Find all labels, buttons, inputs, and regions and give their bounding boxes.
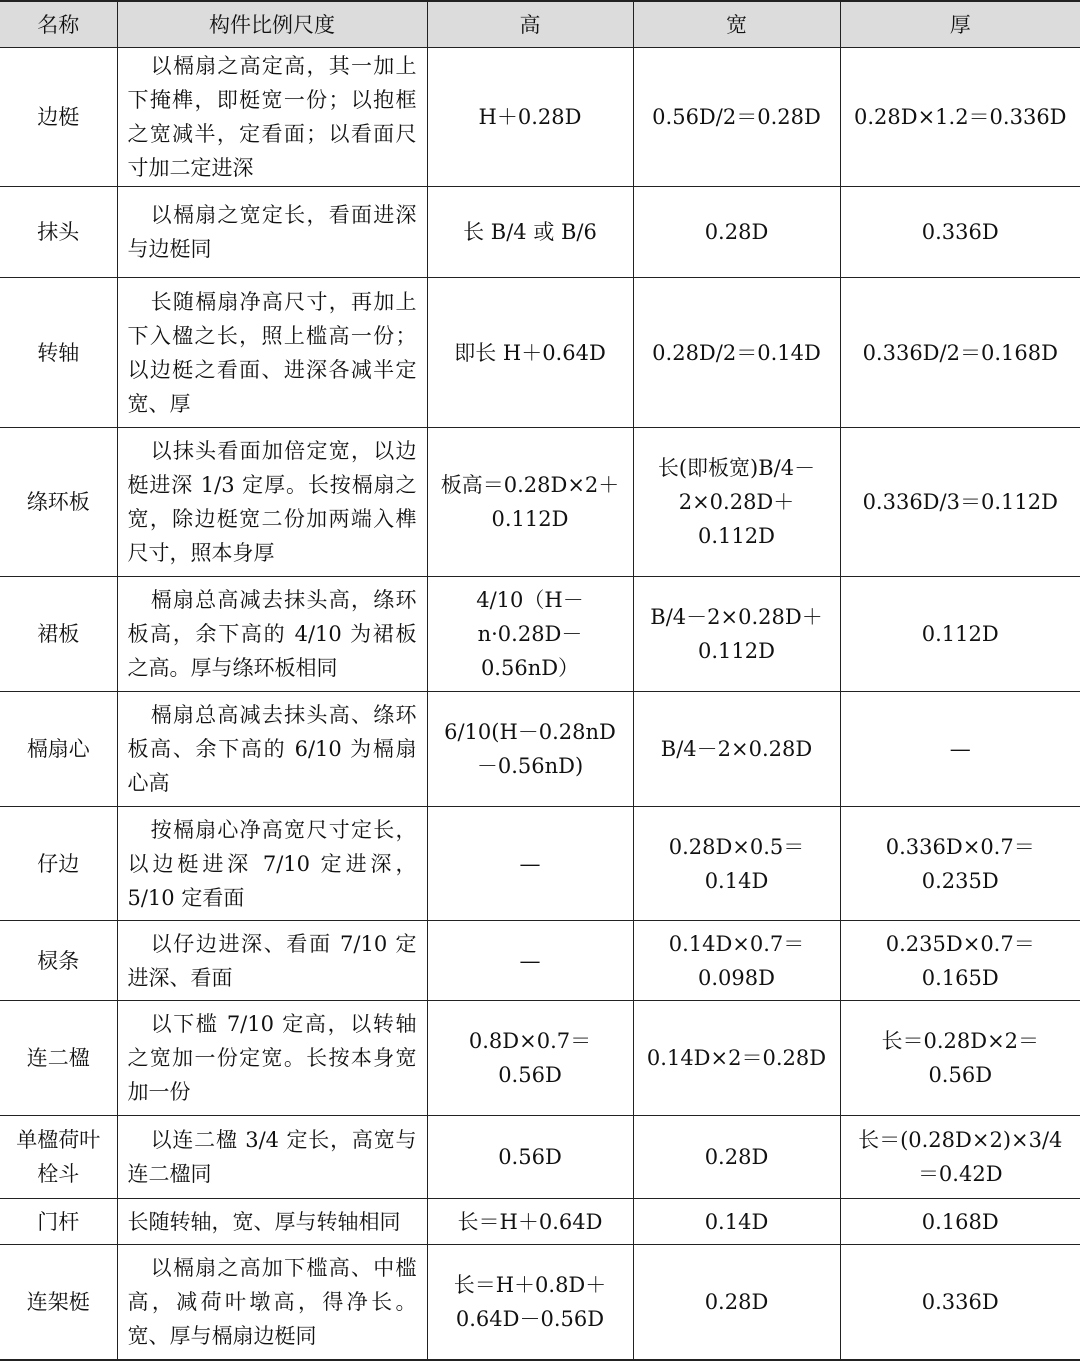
cell-thickness: 0.336D×0.7＝0.235D: [840, 807, 1080, 921]
cell-height: —: [427, 807, 633, 921]
cell-name: 仔边: [0, 807, 117, 921]
cell-thickness: 0.168D: [840, 1199, 1080, 1245]
cell-rule: 槅扇总高减去抹头高，绦环板高，余下高的 4/10 为裙板之高。厚与绦环板相同: [117, 577, 427, 692]
cell-height: H＋0.28D: [427, 48, 633, 187]
table-row: [0, 807, 1080, 921]
cell-rule: 按槅扇心净高宽尺寸定长，以边梃进深 7/10 定进深，5/10 定看面: [117, 807, 427, 921]
cell-height: 长＝H＋0.8D＋0.64D－0.56D: [427, 1245, 633, 1360]
header-row: [0, 1, 1080, 48]
cell-height: 0.56D: [427, 1116, 633, 1199]
cell-rule: 长随槅扇净高尺寸，再加上下入楹之长，照上槛高一份；以边梃之看面、进深各减半定宽、厚: [117, 278, 427, 428]
cell-height: —: [427, 921, 633, 1001]
cell-width: 0.28D/2＝0.14D: [633, 278, 840, 428]
table-row: [0, 577, 1080, 692]
table-row: [0, 1199, 1080, 1245]
cell-rule: 槅扇总高减去抹头高、绦环板高、余下高的 6/10 为槅扇心高: [117, 692, 427, 807]
cell-name: 连二楹: [0, 1001, 117, 1116]
cell-width: 0.28D: [633, 187, 840, 278]
table-row: [0, 428, 1080, 577]
cell-width: 0.56D/2＝0.28D: [633, 48, 840, 187]
cell-name: 棂条: [0, 921, 117, 1001]
header-height: 高: [427, 1, 633, 48]
header-name: 名称: [0, 1, 117, 48]
cell-rule: 以仔边进深、看面 7/10 定进深、看面: [117, 921, 427, 1001]
cell-height: 长 B/4 或 B/6: [427, 187, 633, 278]
table-row: [0, 692, 1080, 807]
cell-thickness: 0.336D/2＝0.168D: [840, 278, 1080, 428]
cell-rule: 以槅扇之高定高，其一加上下掩榫，即梃宽一份；以抱框之宽减半，定看面；以看面尺寸加二定进深: [117, 48, 427, 187]
cell-height: 板高＝0.28D×2＋0.112D: [427, 428, 633, 577]
cell-height: 6/10(H－0.28nD－0.56nD): [427, 692, 633, 807]
cell-name: 槅扇心: [0, 692, 117, 807]
cell-width: B/4－2×0.28D: [633, 692, 840, 807]
cell-thickness: 长＝(0.28D×2)×3/4＝0.42D: [840, 1116, 1080, 1199]
cell-height: 长＝H＋0.64D: [427, 1199, 633, 1245]
cell-rule: 以槅扇之高加下槛高、中槛高，减荷叶墩高，得净长。宽、厚与槅扇边梃同: [117, 1245, 427, 1360]
cell-name: 门杆: [0, 1199, 117, 1245]
cell-thickness: 0.28D×1.2＝0.336D: [840, 48, 1080, 187]
table-row: [0, 187, 1080, 278]
cell-width: 0.14D×2＝0.28D: [633, 1001, 840, 1116]
cell-name: 抹头: [0, 187, 117, 278]
cell-width: 0.28D: [633, 1245, 840, 1360]
cell-width: B/4－2×0.28D＋0.112D: [633, 577, 840, 692]
cell-thickness: 长＝0.28D×2＝0.56D: [840, 1001, 1080, 1116]
table-row: [0, 1116, 1080, 1199]
cell-thickness: 0.336D: [840, 187, 1080, 278]
table-row: [0, 1245, 1080, 1360]
cell-thickness: 0.235D×0.7＝0.165D: [840, 921, 1080, 1001]
header-width: 宽: [633, 1, 840, 48]
cell-name: 裙板: [0, 577, 117, 692]
header-rule: 构件比例尺度: [117, 1, 427, 48]
cell-height: 4/10（H－n·0.28D－0.56nD）: [427, 577, 633, 692]
cell-thickness: 0.336D: [840, 1245, 1080, 1360]
cell-thickness: —: [840, 692, 1080, 807]
table-row: [0, 1001, 1080, 1116]
header-thickness: 厚: [840, 1, 1080, 48]
cell-thickness: 0.112D: [840, 577, 1080, 692]
table-row: [0, 48, 1080, 187]
cell-height: 即长 H＋0.64D: [427, 278, 633, 428]
cell-width: 0.14D: [633, 1199, 840, 1245]
cell-rule: 以连二楹 3/4 定长，高宽与连二楹同: [117, 1116, 427, 1199]
cell-thickness: 0.336D/3＝0.112D: [840, 428, 1080, 577]
cell-height: 0.8D×0.7＝0.56D: [427, 1001, 633, 1116]
cell-width: 0.14D×0.7＝0.098D: [633, 921, 840, 1001]
cell-name: 单楹荷叶栓斗: [0, 1116, 117, 1199]
cell-name: 绦环板: [0, 428, 117, 577]
cell-width: 0.28D: [633, 1116, 840, 1199]
cell-width: 长(即板宽)B/4－2×0.28D＋0.112D: [633, 428, 840, 577]
cell-name: 转轴: [0, 278, 117, 428]
cell-rule: 以下槛 7/10 定高，以转轴之宽加一份定宽。长按本身宽加一份: [117, 1001, 427, 1116]
cell-rule: 长随转轴，宽、厚与转轴相同: [117, 1199, 427, 1245]
cell-name: 连架梃: [0, 1245, 117, 1360]
cell-rule: 以槅扇之宽定长，看面进深与边梃同: [117, 187, 427, 278]
cell-name: 边梃: [0, 48, 117, 187]
table-row: [0, 921, 1080, 1001]
cell-width: 0.28D×0.5＝0.14D: [633, 807, 840, 921]
table-row: [0, 278, 1080, 428]
cell-rule: 以抹头看面加倍定宽，以边梃进深 1/3 定厚。长按槅扇之宽，除边梃宽二份加两端入榫尺寸，照本身厚: [117, 428, 427, 577]
